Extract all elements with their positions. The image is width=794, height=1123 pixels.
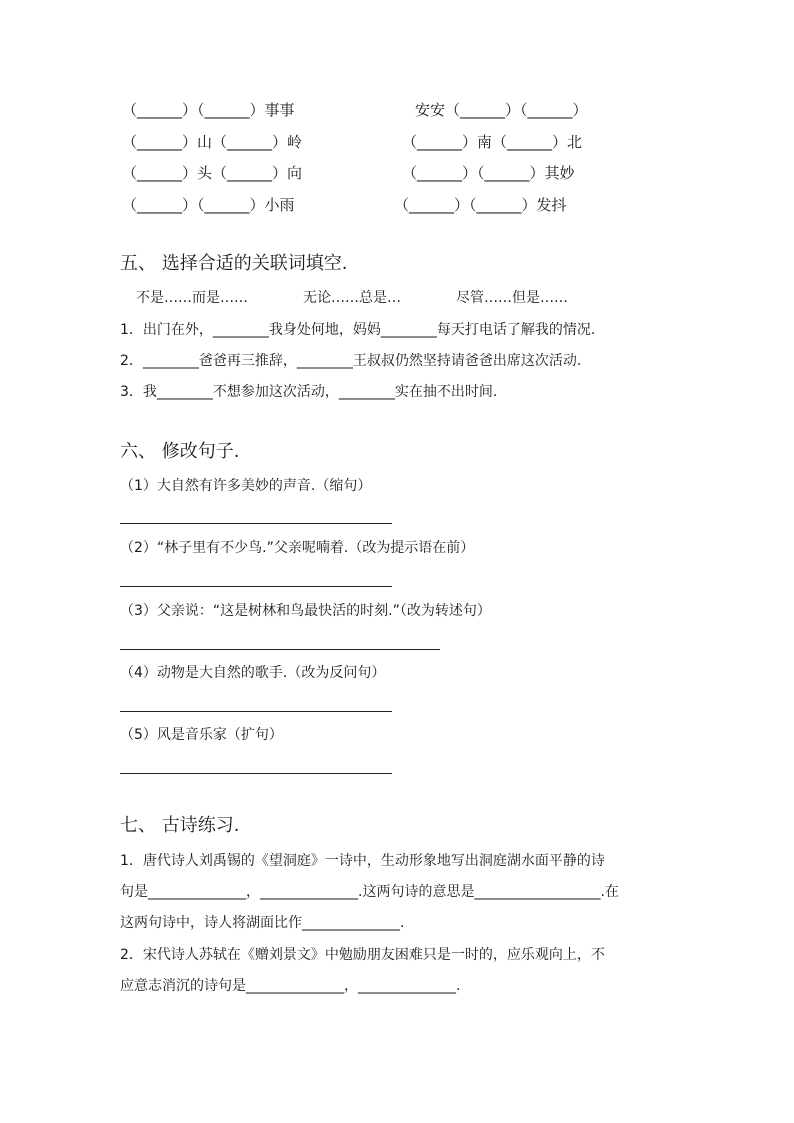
section-6-item-4: （4）动物是大自然的歌手.（改为反问句）: [120, 665, 386, 681]
section-7-line-5: 应意志消沉的诗句是______________，______________.: [120, 978, 461, 994]
idiom-row-3-left: （______）头（______）向: [122, 164, 303, 182]
idiom-row-1-right: 安安（______）（______）: [415, 101, 588, 119]
section-7-line-3: 这两句诗中，诗人将湖面比作______________.: [120, 915, 405, 931]
answer-line-1: [120, 523, 392, 524]
section-6-heading: 六、 修改句子.: [120, 441, 240, 462]
idiom-row-3-right: （______）（______）其妙: [402, 164, 575, 182]
answer-line-3: [120, 649, 440, 650]
section-7-line-1: 1．唐代诗人刘禹锡的《望洞庭》一诗中，生动形象地写出洞庭湖水面平静的诗: [120, 853, 605, 869]
section-5-item-3: 3．我________不想参加这次活动，________实在抽不出时间.: [120, 384, 498, 400]
idiom-row-2-right: （______）南（______）北: [402, 133, 583, 151]
idiom-row-2-left: （______）山（______）岭: [122, 133, 303, 151]
idiom-row-4-right: （______）（______）发抖: [394, 196, 567, 214]
section-6-item-5: （5）风是音乐家（扩句）: [120, 727, 283, 743]
idiom-row-4-left: （______）（______）小雨: [122, 196, 295, 214]
answer-line-5: [120, 773, 392, 774]
section-5-item-2: 2．________爸爸再三推辞，________王叔叔仍然坚持请爸爸出席这次活动.: [120, 353, 582, 369]
conjunction-option-1: 不是……而是……: [136, 290, 248, 306]
section-5-heading: 五、 选择合适的关联词填空.: [120, 253, 348, 274]
section-6-item-1: （1）大自然有许多美妙的声音.（缩句）: [120, 478, 372, 494]
conjunction-option-3: 尽管……但是……: [456, 290, 568, 306]
section-7-line-4: 2．宋代诗人苏轼在《赠刘景文》中勉励朋友困难只是一时的，应乐观向上，不: [120, 947, 605, 963]
idiom-row-1-left: （______）（______）事事: [122, 101, 295, 119]
section-6-item-2: （2）“林子里有不少鸟.”父亲呢喃着.（改为提示语在前）: [120, 540, 475, 556]
answer-line-2: [120, 586, 392, 587]
answer-line-4: [120, 711, 392, 712]
conjunction-option-2: 无论……总是…: [303, 290, 401, 306]
section-5-item-1: 1．出门在外，________我身处何地，妈妈________每天打电话了解我的情况.: [120, 322, 596, 338]
section-7-heading: 七、 古诗练习.: [120, 815, 240, 836]
section-7-line-2: 句是______________，______________.这两句诗的意思是__________________.在: [120, 884, 619, 900]
section-6-item-3: （3）父亲说：“这是树林和鸟最快活的时刻.”（改为转述句）: [120, 603, 491, 619]
